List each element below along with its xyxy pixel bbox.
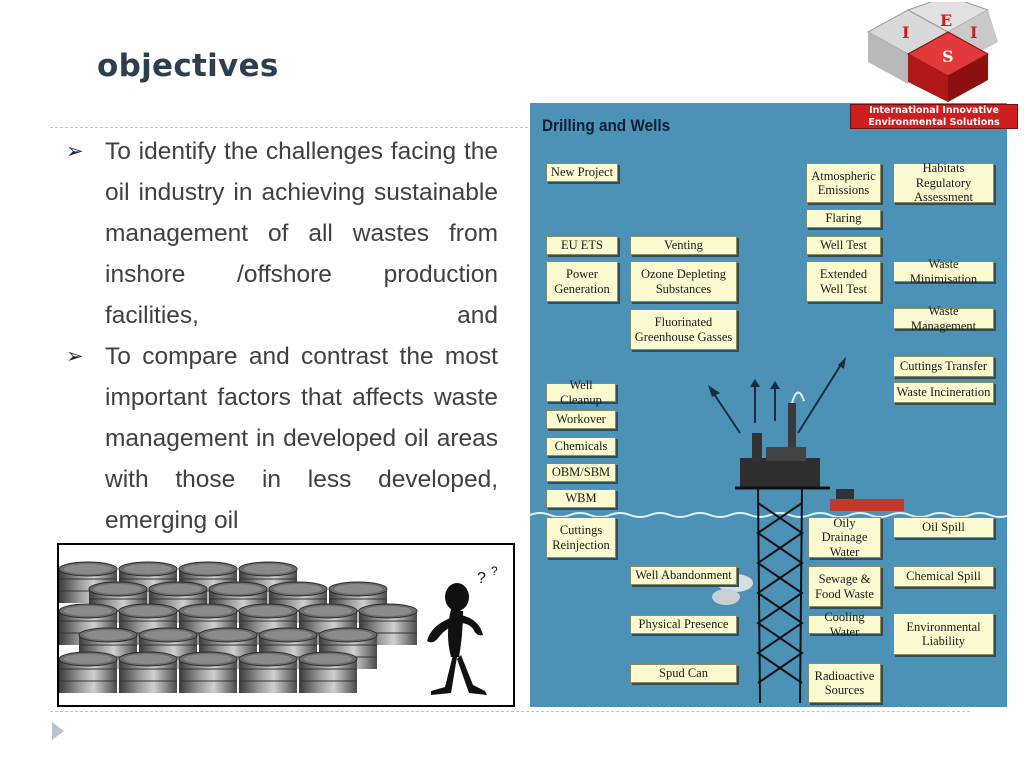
list-item — [64, 336, 498, 541]
box-well-abandonment: Well Abandonment — [630, 566, 737, 585]
box-oil-spill: Oil Spill — [893, 517, 994, 538]
bullet-text: To identify the challenges facing the oil industry in achieving sustainable management of all wastes from inshore /offshore production facilities, and — [105, 138, 498, 329]
box-chemical-spill: Chemical Spill — [893, 566, 994, 587]
next-slide-arrow-icon[interactable] — [52, 722, 64, 740]
box-sewage-food: Sewage & Food Waste — [808, 566, 881, 607]
box-waste-minimisation: Waste Minimisation — [893, 261, 994, 282]
svg-text:?: ? — [477, 570, 486, 587]
slide-title: objectives — [97, 48, 279, 84]
box-chemicals: Chemicals — [546, 437, 616, 456]
box-waste-management: Waste Management — [893, 308, 994, 329]
svg-text:?: ? — [491, 564, 498, 578]
box-fluorinated-gasses: Fluorinated Greenhouse Gasses — [630, 309, 737, 350]
arrow-bullet-icon: ➢ — [66, 345, 84, 368]
box-flaring: Flaring — [806, 209, 881, 228]
logo-line-2: Environmental Solutions — [868, 117, 1000, 128]
box-well-test: Well Test — [806, 236, 881, 255]
diagram-title: Drilling and Wells — [542, 116, 671, 135]
box-spud-can: Spud Can — [630, 664, 737, 683]
barrels-illustration — [57, 543, 515, 707]
box-physical-presence: Physical Presence — [630, 615, 737, 634]
logo-letter: S — [942, 47, 954, 66]
list-item — [64, 131, 498, 336]
box-wbm: WBM — [546, 489, 616, 508]
box-well-cleanup: Well Cleanup — [546, 383, 616, 402]
bullet-text: To compare and contrast the most important factors that affects waste management in developed oil areas with those in less developed, emerging oil — [105, 343, 498, 534]
box-eu-ets: EU ETS — [546, 236, 618, 255]
box-environmental-liability: Environmental Liability — [893, 613, 994, 655]
logo-line-1: International Innovative — [869, 105, 999, 116]
drilling-wells-diagram — [530, 103, 1007, 707]
barrels-thinking-figure-image — [59, 545, 513, 705]
box-atmospheric-emissions: Atmospheric Emissions — [806, 163, 881, 203]
box-workover: Workover — [546, 410, 616, 429]
logo-letter: E — [940, 11, 953, 30]
box-new-project: New Project — [546, 163, 618, 182]
logo-letter: I — [902, 23, 910, 42]
objectives-list — [64, 131, 498, 541]
box-oily-drainage: Oily Drainage Water — [808, 517, 881, 558]
arrow-bullet-icon: ➢ — [66, 140, 84, 163]
title-divider — [50, 127, 528, 128]
box-radioactive-sources: Radioactive Sources — [808, 663, 881, 703]
box-venting: Venting — [630, 236, 737, 255]
logo-caption — [850, 104, 1018, 129]
footer-divider — [50, 711, 970, 712]
logo-letter: I — [970, 23, 978, 42]
box-extended-well-test: Extended Well Test — [806, 261, 881, 302]
box-power-generation: Power Generation — [546, 261, 618, 302]
box-waste-incineration: Waste Incineration — [893, 382, 994, 403]
box-cuttings-transfer: Cuttings Transfer — [893, 356, 994, 377]
box-habitats-assessment: Habitats Regulatory Assessment — [893, 163, 994, 203]
box-ozone-depleting: Ozone Depleting Substances — [630, 261, 737, 302]
box-obm-sbm: OBM/SBM — [546, 463, 616, 482]
box-cooling-water: Cooling Water — [808, 615, 881, 634]
box-cuttings-reinjection: Cuttings Reinjection — [546, 517, 616, 558]
